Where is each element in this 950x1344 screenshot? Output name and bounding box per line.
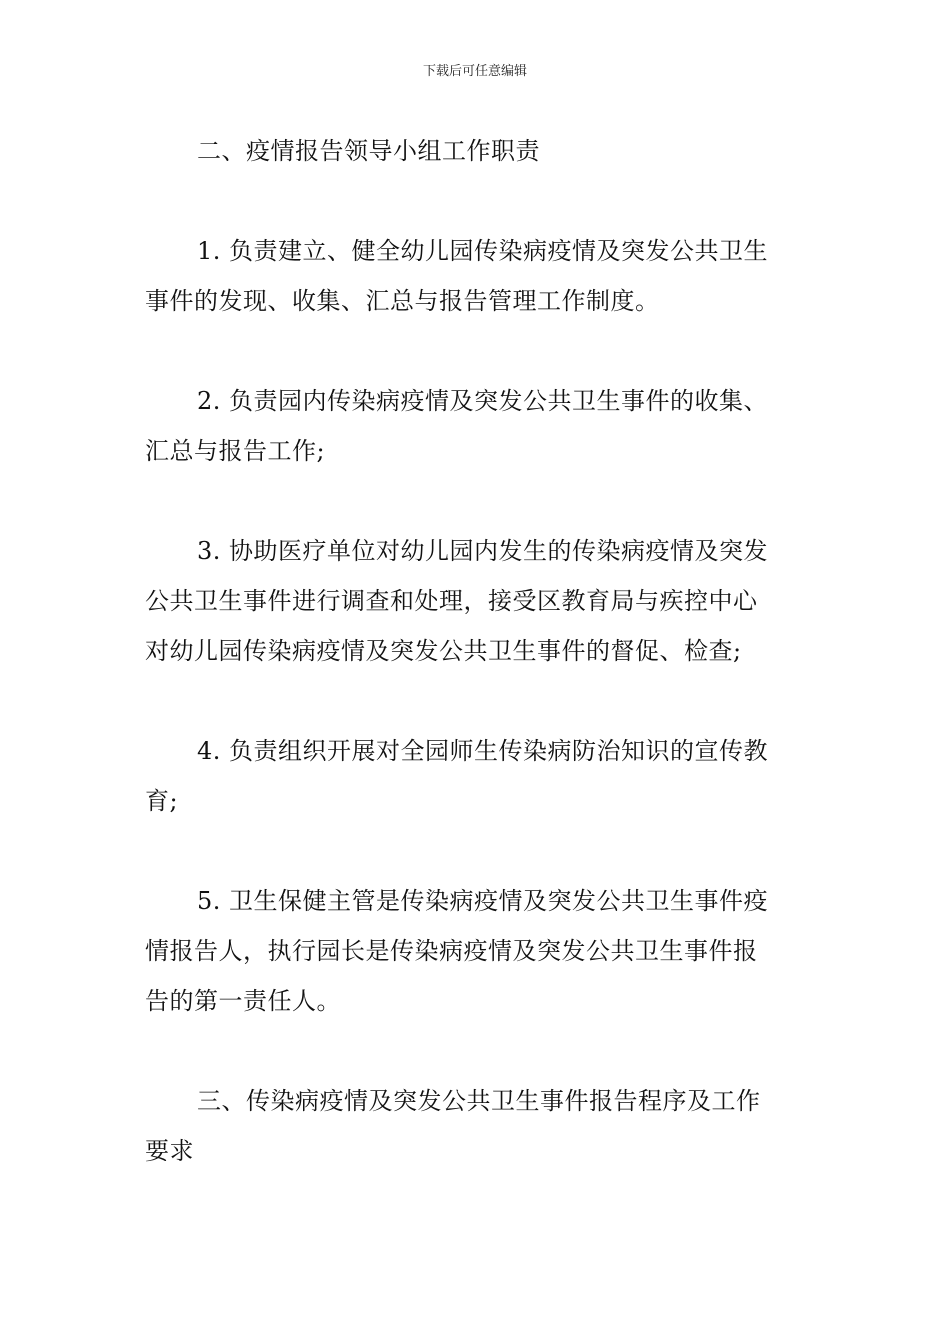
page-header: 下载后可任意编辑: [422, 64, 527, 79]
text-line: 汇总与报告工作;: [145, 437, 326, 465]
paragraph-item-1: [145, 226, 810, 326]
section-heading-2: [145, 126, 810, 176]
paragraph-item-2: [145, 376, 810, 476]
text-line: 事件的发现、收集、汇总与报告管理工作制度。: [145, 287, 660, 315]
section-heading-3: [145, 1076, 810, 1176]
text-line: 告的第一责任人。: [145, 987, 341, 1015]
paragraph-item-5: [145, 876, 810, 1026]
text-line: 二、疫情报告领导小组工作职责: [197, 137, 540, 165]
text-line: 对幼儿园传染病疫情及突发公共卫生事件的督促、检查;: [145, 637, 742, 665]
text-line: 3. 协助医疗单位对幼儿园内发生的传染病疫情及突发: [197, 537, 769, 565]
paragraph-item-4: [145, 726, 810, 826]
text-line: 要求: [145, 1137, 194, 1165]
text-line: 2. 负责园内传染病疫情及突发公共卫生事件的收集、: [197, 387, 769, 415]
paragraph-item-3: [145, 526, 810, 676]
text-line: 1. 负责建立、健全幼儿园传染病疫情及突发公共卫生: [197, 237, 769, 265]
text-line: 4. 负责组织开展对全园师生传染病防治知识的宣传教: [197, 737, 769, 765]
text-line: 三、传染病疫情及突发公共卫生事件报告程序及工作: [197, 1087, 761, 1115]
text-line: 公共卫生事件进行调查和处理，接受区教育局与疾控中心: [145, 587, 758, 615]
text-line: 5. 卫生保健主管是传染病疫情及突发公共卫生事件疫: [197, 887, 769, 915]
document-body: [145, 126, 810, 1176]
text-line: 育;: [145, 787, 179, 815]
text-line: 情报告人，执行园长是传染病疫情及突发公共卫生事件报: [145, 937, 758, 965]
